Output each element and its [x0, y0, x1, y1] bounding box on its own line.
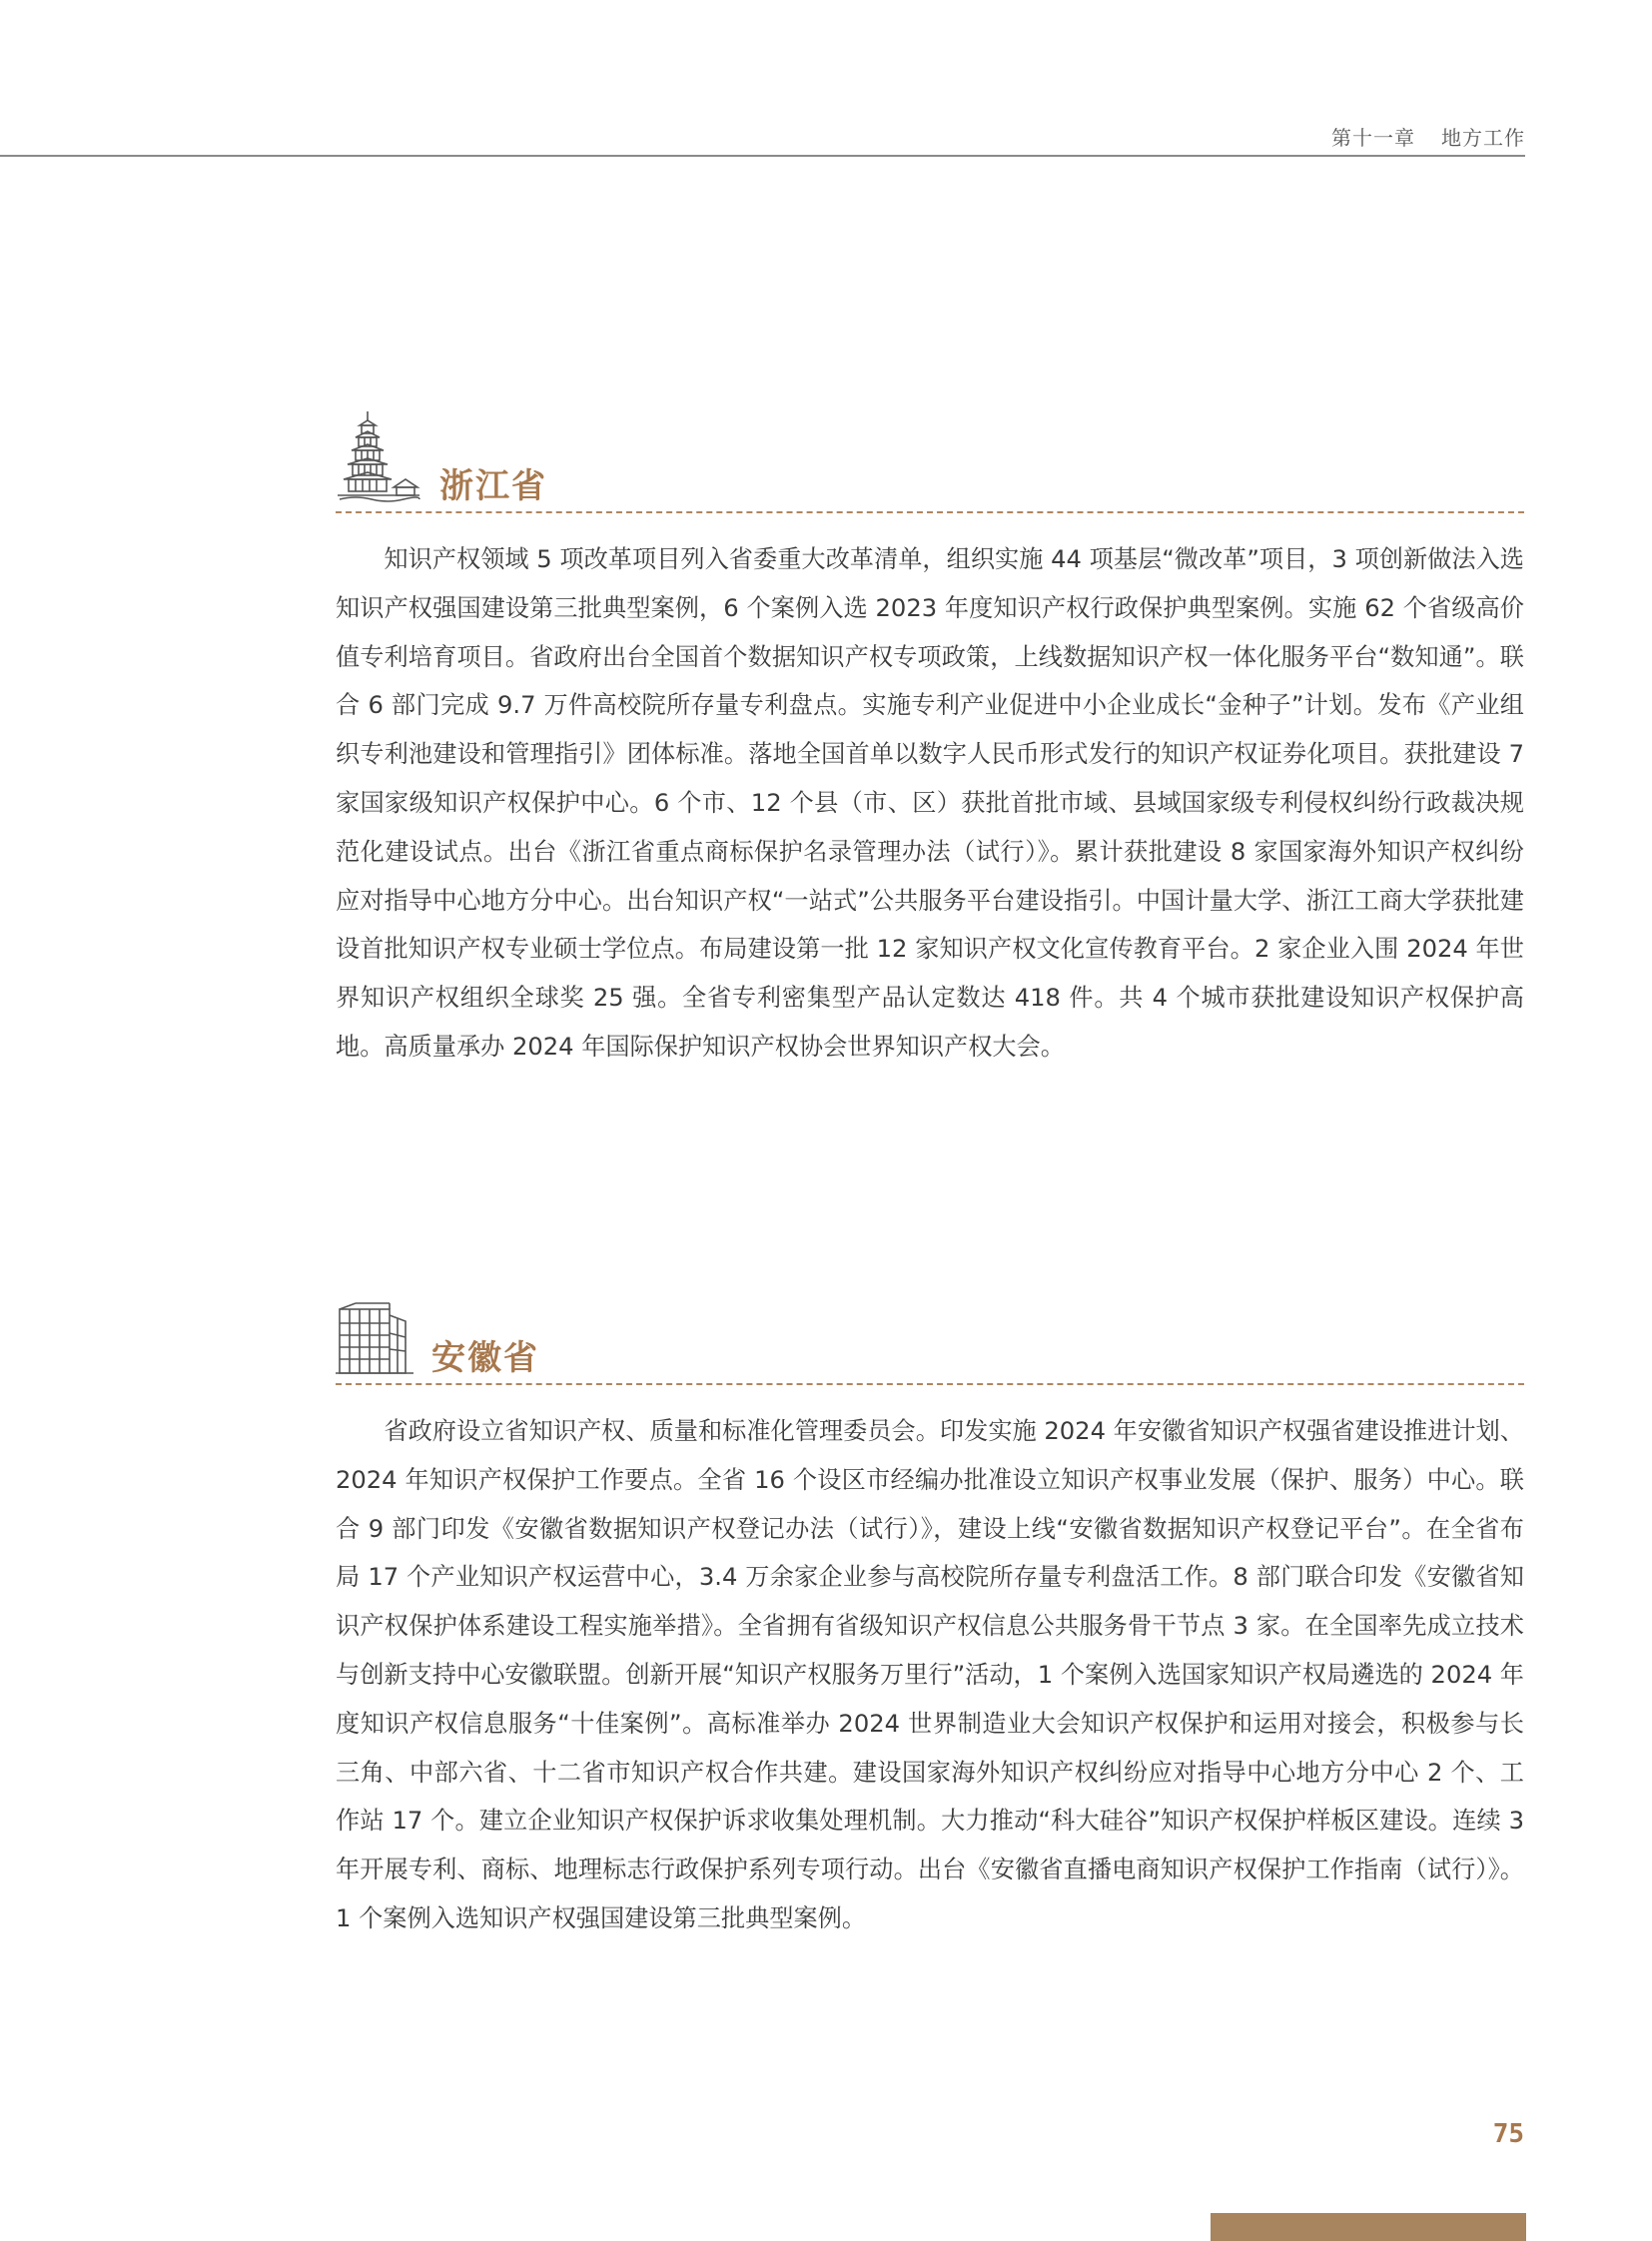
section-anhui	[336, 1285, 1524, 1943]
section-title: 安徽省	[431, 1338, 539, 1378]
section-header	[336, 1285, 1524, 1385]
section-title: 浙江省	[439, 466, 547, 506]
dashed-divider	[336, 1383, 1524, 1385]
chapter-label: 第十一章	[1331, 126, 1415, 150]
header-rule	[0, 155, 1525, 157]
dashed-divider	[336, 511, 1524, 513]
pagoda-icon	[336, 409, 421, 505]
running-header	[1331, 122, 1525, 151]
page-number: 75	[1492, 2119, 1524, 2149]
chapter-section-label: 地方工作	[1441, 126, 1525, 150]
section-body: 省政府设立省知识产权、质量和标准化管理委员会。印发实施 2024 年安徽省知识产权强省建设推进计划、2024 年知识产权保护工作要点。全省 16 个设区市经编办批准设立知识产权事业发展（保护、服务）中心。联合 9 部门印发《安徽省数据知识产权登记办法（试行）》，建设上线“安徽省数据知识产权登记平台”。在全省布局 17 个产业知识产权运营中心，3.4 万余家企业参与高校院所存量专利盘活工作。8 部门联合印发《安徽省知识产权保护体系建设工程实施举措》。全省拥有省级知识产权信息公共服务骨干节点 3 家。在全国率先成立技术与创新支持中心安徽联盟。创新开展“知识产权服务万里行”活动，1 个案例入选国家知识产权局遴选的 2024 年度知识产权信息服务“十佳案例”。高标准举办 2024 世界制造业大会知识产权保护和运用对接会，积极参与长三角、中部六省、十二省市知识产权合作共建。建设国家海外知识产权纠纷应对指导中心地方分中心 2 个、工作站 17 个。建立企业知识产权保护诉求收集处理机制。大力推动“科大硅谷”知识产权保护样板区建设。连续 3 年开展专利、商标、地理标志行政保护系列专项行动。出台《安徽省直播电商知识产权保护工作指南（试行）》。1 个案例入选知识产权强国建设第三批典型案例。	[336, 1417, 1524, 1932]
section-zhejiang	[336, 413, 1524, 1072]
section-header	[336, 413, 1524, 513]
section-body: 知识产权领域 5 项改革项目列入省委重大改革清单，组织实施 44 项基层“微改革”项目，3 项创新做法入选知识产权强国建设第三批典型案例，6 个案例入选 2023 年度知识产权行政保护典型案例。实施 62 个省级高价值专利培育项目。省政府出台全国首个数据知识产权专项政策，上线数据知识产权一体化服务平台“数知通”。联合 6 部门完成 9.7 万件高校院所存量专利盘点。实施专利产业促进中小企业成长“金种子”计划。发布《产业组织专利池建设和管理指引》团体标准。落地全国首单以数字人民币形式发行的知识产权证券化项目。获批建设 7 家国家级知识产权保护中心。6 个市、12 个县（市、区）获批首批市域、县域国家级专利侵权纠纷行政裁决规范化建设试点。出台《浙江省重点商标保护名录管理办法（试行）》。累计获批建设 8 家国家海外知识产权纠纷应对指导中心地方分中心。出台知识产权“一站式”公共服务平台建设指引。中国计量大学、浙江工商大学获批建设首批知识产权专业硕士学位点。布局建设第一批 12 家知识产权文化宣传教育平台。2 家企业入围 2024 年世界知识产权组织全球奖 25 强。全省专利密集型产品认定数达 418 件。共 4 个城市获批建设知识产权保护高地。高质量承办 2024 年国际保护知识产权协会世界知识产权大会。	[336, 545, 1524, 1061]
building-icon	[336, 1299, 415, 1377]
footer-bar	[1211, 2213, 1526, 2241]
